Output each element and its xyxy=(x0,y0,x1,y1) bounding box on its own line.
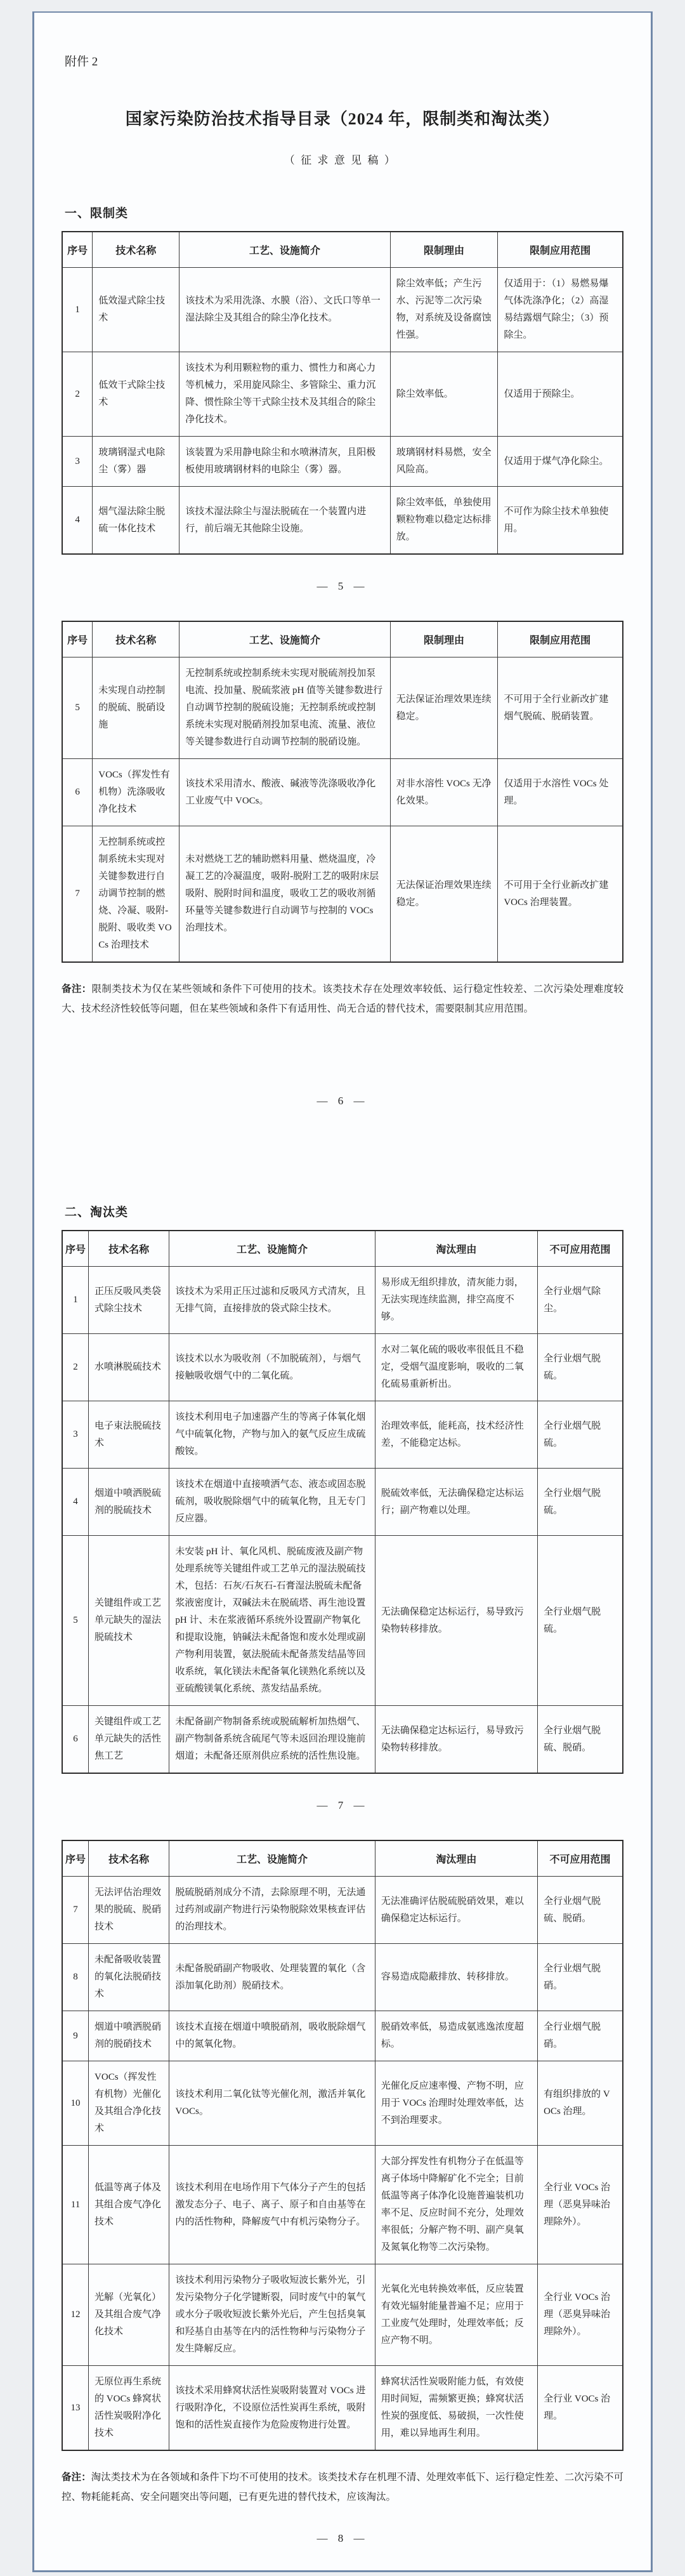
table-cell: 4 xyxy=(62,487,93,555)
table-cell: 关键组件或工艺单元缺失的湿法脱硫技术 xyxy=(89,1536,169,1706)
table-cell: 烟道中喷洒脱硝剂的脱硝技术 xyxy=(89,2011,169,2061)
restricted-table-page6 xyxy=(62,621,623,963)
table-cell: 3 xyxy=(62,1401,89,1469)
table-cell: 该技术采用清水、酸液、碱液等洗涤吸收净化工业废气中 VOCs。 xyxy=(179,759,390,826)
table-cell: 不可用于全行业新改扩建烟气脱硫、脱硝装置。 xyxy=(498,657,623,759)
table-cell: 该技术采用蜂窝状活性炭吸附装置对 VOCs 进行吸附净化，不设原位活性炭再生系统，吸附饱和的活性炭直接作为危险废物进行处置。 xyxy=(169,2366,375,2451)
column-header: 技术名称 xyxy=(93,621,179,657)
table-cell: 该技术以水为吸收剂（不加脱硫剂），与烟气接触吸收烟气中的二氧化硫。 xyxy=(169,1334,375,1401)
table-cell: 该技术为利用颗粒物的重力、惯性力和离心力等机械力，采用旋风除尘、多管除尘、重力沉降、惯性除尘等干式除尘技术及其组合的除尘净化技术。 xyxy=(179,352,390,437)
table-cell: 该技术在烟道中直接喷洒气态、液态或固态脱硫剂，吸收脱除烟气中的硫氧化物，且无专门反应器。 xyxy=(169,1469,375,1536)
table-cell: 不可用于全行业新改扩建 VOCs 治理装置。 xyxy=(498,826,623,963)
table-cell: 易形成无组织排放，清灰能力弱，无法实现连续监测，排空高度不够。 xyxy=(375,1267,537,1334)
table-cell: 全行业烟气脱硫、脱硝。 xyxy=(538,1877,623,1944)
table-cell: 该技术利用电子加速器产生的等离子体氧化烟气中硫氧化物，产物与加入的氨气反应生成硫酸铵。 xyxy=(169,1401,375,1469)
table-cell: 低温等离子体及其组合废气净化技术 xyxy=(89,2146,169,2264)
table-cell: 烟道中喷洒脱硫剂的脱硫技术 xyxy=(89,1469,169,1536)
page-number-6: — 6 — xyxy=(316,1095,369,1107)
table-row xyxy=(62,2011,623,2061)
restricted-table-page5 xyxy=(62,231,623,555)
table-cell: 4 xyxy=(62,1469,89,1536)
table-row xyxy=(62,657,623,759)
table-cell: 低效干式除尘技术 xyxy=(93,352,179,437)
column-header: 淘汰理由 xyxy=(375,1231,537,1267)
eliminated-table-page7 xyxy=(62,1230,623,1774)
table-cell: 未对燃烧工艺的辅助燃料用量、燃烧温度，冷凝工艺的冷凝温度，吸附-脱附工艺的吸附床层吸附、脱附时间和温度，吸收工艺的吸收剂循环量等关键参数进行自动调节与控制的 VOCs 治理技术。 xyxy=(179,826,390,963)
table-cell: 无法确保稳定达标运行，易导致污染物转移排放。 xyxy=(375,1536,537,1706)
table-row xyxy=(62,1877,623,1944)
table-cell: 脱硫效率低，无法确保稳定达标运行；副产物难以处理。 xyxy=(375,1469,537,1536)
table-cell: 水喷淋脱硫技术 xyxy=(89,1334,169,1401)
table-cell: 未配备脱硝副产物吸收、处理装置的氧化（含添加氧化助剂）脱硝技术。 xyxy=(169,1944,375,2011)
table-cell: 全行业烟气脱硝。 xyxy=(538,2011,623,2061)
column-header: 序号 xyxy=(62,232,93,268)
table-cell: 全行业 VOCs 治理（恶臭异味治理除外）。 xyxy=(538,2264,623,2366)
column-header: 不可应用范围 xyxy=(538,1231,623,1267)
page-number-5: — 5 — xyxy=(316,580,369,592)
table-cell: 电子束法脱硫技术 xyxy=(89,1401,169,1469)
table-cell: 全行业烟气脱硫、脱硝。 xyxy=(538,1706,623,1774)
page-number-7: — 7 — xyxy=(316,1799,369,1811)
table-cell: 蜂窝状活性炭吸附能力低，有效使用时间短，需频繁更换；蜂窝状活性炭的强度低、易破损，一次性使用，难以异地再生利用。 xyxy=(375,2366,537,2451)
table-cell: 全行业烟气除尘。 xyxy=(538,1267,623,1334)
table-cell: 无法准确评估脱硫脱硝效果，难以确保稳定达标运行。 xyxy=(375,1877,537,1944)
table-row xyxy=(62,268,623,352)
table-cell: 未安装 pH 计、氧化风机、脱硫废液及副产物处理系统等关键组件或工艺单元的湿法脱硫技术，包括：石灰/石灰石-石膏湿法脱硫未配备浆液密度计，双碱法未在脱硫塔、再生池设置 pH 计、未在浆液循环系统外设置副产物氧化和提取设施，钠碱法未配备饱和废水处理或副产物利用装置，氨法脱硫未配备蒸发结晶等回收系统，氧化镁法未配备氧化镁熟化系统以及亚硫酸镁氧化系统、蒸发结晶系统。 xyxy=(169,1536,375,1706)
table-cell: 无法保证治理效果连续稳定。 xyxy=(390,657,498,759)
column-header: 不可应用范围 xyxy=(538,1840,623,1877)
table-row xyxy=(62,487,623,555)
table-cell: 未配备副产物制备系统或脱硫解析加热烟气、副产物制备系统含硫尾气等未返回治理设施前烟道；未配备还原剂供应系统的活性焦设施。 xyxy=(169,1706,375,1774)
table-cell: 该装置为采用静电除尘和水喷淋清灰，且阳极板使用玻璃钢材料的电除尘（雾）器。 xyxy=(179,437,390,487)
table-cell: 仅适用于：（1）易燃易爆气体洗涤净化；（2）高湿易结露烟气除尘；（3）预除尘。 xyxy=(498,268,623,352)
table-cell: 未配备吸收装置的氧化法脱硝技术 xyxy=(89,1944,169,2011)
eliminated-note xyxy=(62,2467,623,2507)
table-cell: 全行业 VOCs 治理。 xyxy=(538,2366,623,2451)
column-header: 限制应用范围 xyxy=(498,232,623,268)
table-row xyxy=(62,1401,623,1469)
table-cell: 该技术为采用正压过滤和反吸风方式清灰，且无排气筒，直接排放的袋式除尘技术。 xyxy=(169,1267,375,1334)
column-header: 淘汰理由 xyxy=(375,1840,537,1877)
table-row xyxy=(62,759,623,826)
table-cell: 仅适用于预除尘。 xyxy=(498,352,623,437)
table-cell: 除尘效率低。 xyxy=(390,352,498,437)
table-header-row xyxy=(62,621,623,657)
table-cell: 6 xyxy=(62,1706,89,1774)
table-cell: 脱硫脱硝剂成分不清，去除原理不明，无法通过药剂或副产物进行污染物脱除效果核查评估的治理技术。 xyxy=(169,1877,375,1944)
table-cell: 仅适用于水溶性 VOCs 处理。 xyxy=(498,759,623,826)
table-cell: 仅适用于煤气净化除尘。 xyxy=(498,437,623,487)
table-cell: 该技术利用污染物分子吸收短波长紫外光，引发污染物分子化学键断裂，同时废气中的氧气或水分子吸收短波长紫外光后，产生包括臭氧和羟基自由基等在内的活性物种与污染物分子发生降解反应。 xyxy=(169,2264,375,2366)
table-row xyxy=(62,2366,623,2451)
document-page xyxy=(32,11,653,2572)
table-row xyxy=(62,1469,623,1536)
table-cell: 无法评估治理效果的脱硫、脱硝技术 xyxy=(89,1877,169,1944)
table-cell: 脱硝效率低，易造成氨逃逸浓度超标。 xyxy=(375,2011,537,2061)
table-row xyxy=(62,2146,623,2264)
table-cell: 5 xyxy=(62,657,93,759)
table-cell: 1 xyxy=(62,1267,89,1334)
table-row xyxy=(62,1267,623,1334)
table-cell: 7 xyxy=(62,826,93,963)
table-header-row xyxy=(62,232,623,268)
table-cell: 玻璃钢湿式电除尘（雾）器 xyxy=(93,437,179,487)
document-subtitle: （征求意见稿） xyxy=(284,154,401,166)
table-cell: 该技术直接在烟道中喷脱硝剂，吸收脱除烟气中的氮氧化物。 xyxy=(169,2011,375,2061)
table-cell: 1 xyxy=(62,268,93,352)
table-cell: 5 xyxy=(62,1536,89,1706)
column-header: 工艺、设施简介 xyxy=(169,1840,375,1877)
table-cell: 10 xyxy=(62,2061,89,2146)
table-cell: 除尘效率低，单独使用颗粒物难以稳定达标排放。 xyxy=(390,487,498,555)
table-cell: 全行业烟气脱硫。 xyxy=(538,1401,623,1469)
table-cell: 2 xyxy=(62,1334,89,1401)
section-heading-restricted: 一、限制类 xyxy=(65,207,129,220)
table-cell: 全行业烟气脱硫。 xyxy=(538,1334,623,1401)
column-header: 技术名称 xyxy=(89,1231,169,1267)
restricted-note-text: 限制类技术为仅在某些领域和条件下可使用的技术。该类技术存在处理效率较低、运行稳定性较差、二次污染处理难度较大、技术经济性较低等问题，但在某些领域和条件下有适用性、尚无合适的替代技术，需要限制其应用范围。 xyxy=(62,984,623,1014)
document-title: 国家污染防治技术指导目录（2024 年，限制类和淘汰类） xyxy=(125,110,560,128)
column-header: 工艺、设施简介 xyxy=(179,232,390,268)
table-cell: 9 xyxy=(62,2011,89,2061)
table-cell: 低效湿式除尘技术 xyxy=(93,268,179,352)
table-row xyxy=(62,1536,623,1706)
table-cell: 该技术利用在电场作用下气体分子产生的包括激发态分子、电子、离子、原子和自由基等在内的活性物种，降解废气中有机污染物分子。 xyxy=(169,2146,375,2264)
table-cell: 光氧化光电转换效率低，反应装置有效光辐射能量普遍不足；应用于工业废气处理时，处理效率低；反应产物不明。 xyxy=(375,2264,537,2366)
table-cell: 玻璃钢材料易燃，安全风险高。 xyxy=(390,437,498,487)
table-cell: 关键组件或工艺单元缺失的活性焦工艺 xyxy=(89,1706,169,1774)
table-cell: 烟气湿法除尘脱硫一体化技术 xyxy=(93,487,179,555)
table-row xyxy=(62,2061,623,2146)
table-cell: 未实现自动控制的脱硫、脱硝设施 xyxy=(93,657,179,759)
table-row xyxy=(62,2264,623,2366)
column-header: 限制理由 xyxy=(390,621,498,657)
table-row xyxy=(62,1334,623,1401)
table-cell: 正压反吸风类袋式除尘技术 xyxy=(89,1267,169,1334)
table-cell: 全行业烟气脱硝。 xyxy=(538,1944,623,2011)
table-cell: 光催化反应速率慢、产物不明，应用于 VOCs 治理时处理效率低，达不到治理要求。 xyxy=(375,2061,537,2146)
table-row xyxy=(62,352,623,437)
table-row xyxy=(62,1706,623,1774)
table-cell: 有组织排放的 VOCs 治理。 xyxy=(538,2061,623,2146)
table-cell: 该技术利用二氧化钛等光催化剂，激活并氧化 VOCs。 xyxy=(169,2061,375,2146)
column-header: 技术名称 xyxy=(93,232,179,268)
table-cell: 光解（光氧化）及其组合废气净化技术 xyxy=(89,2264,169,2366)
table-cell: 全行业 VOCs 治理（恶臭异味治理除外）。 xyxy=(538,2146,623,2264)
eliminated-note-label: 备注： xyxy=(62,2472,91,2483)
table-cell: 不可作为除尘技术单独使用。 xyxy=(498,487,623,555)
table-cell: 治理效率低，能耗高，技术经济性差，不能稳定达标。 xyxy=(375,1401,537,1469)
table-cell: 该技术湿法除尘与湿法脱硫在一个装置内进行，前后端无其他除尘设施。 xyxy=(179,487,390,555)
table-header-row xyxy=(62,1840,623,1877)
table-cell: 容易造成隐蔽排放、转移排放。 xyxy=(375,1944,537,2011)
column-header: 工艺、设施简介 xyxy=(179,621,390,657)
table-cell: 11 xyxy=(62,2146,89,2264)
table-cell: 无控制系统或控制系统未实现对关键参数进行自动调节控制的燃烧、冷凝、吸附-脱附、吸收类 VOCs 治理技术 xyxy=(93,826,179,963)
column-header: 技术名称 xyxy=(89,1840,169,1877)
table-header-row xyxy=(62,1231,623,1267)
section-heading-eliminated: 二、淘汰类 xyxy=(65,1206,129,1219)
table-cell: 对非水溶性 VOCs 无净化效果。 xyxy=(390,759,498,826)
table-cell: 无原位再生系统的 VOCs 蜂窝状活性炭吸附净化技术 xyxy=(89,2366,169,2451)
restricted-note-label: 备注： xyxy=(62,984,92,994)
eliminated-table-page8 xyxy=(62,1840,623,2451)
column-header: 限制理由 xyxy=(390,232,498,268)
column-header: 序号 xyxy=(62,1840,89,1877)
table-cell: 2 xyxy=(62,352,93,437)
table-cell: 无法保证治理效果连续稳定。 xyxy=(390,826,498,963)
table-row xyxy=(62,1944,623,2011)
page-number-8: — 8 — xyxy=(316,2532,369,2544)
table-cell: 全行业烟气脱硫。 xyxy=(538,1536,623,1706)
table-cell: 8 xyxy=(62,1944,89,2011)
eliminated-note-text: 淘汰类技术为在各领域和条件下均不可使用的技术。该类技术存在机理不清、处理效率低下、运行稳定性差、二次污染不可控、物耗能耗高、安全问题突出等问题，已有更先进的替代技术，应该淘汰。 xyxy=(62,2472,623,2502)
table-cell: VOCs（挥发性有机物）洗涤吸收净化技术 xyxy=(93,759,179,826)
table-cell: 大部分挥发性有机物分子在低温等离子体场中降解矿化不完全；目前低温等离子体净化设施普遍装机功率不足、反应时间不充分，处理效率很低；分解产物不明、副产臭氧及氮氧化物等二次污染物。 xyxy=(375,2146,537,2264)
table-cell: 3 xyxy=(62,437,93,487)
table-cell: VOCs（挥发性有机物）光催化及其组合净化技术 xyxy=(89,2061,169,2146)
table-cell: 7 xyxy=(62,1877,89,1944)
column-header: 序号 xyxy=(62,1231,89,1267)
table-cell: 该技术为采用洗涤、水膜（浴）、文氏口等单一湿法除尘及其组合的除尘净化技术。 xyxy=(179,268,390,352)
table-cell: 无法确保稳定达标运行，易导致污染物转移排放。 xyxy=(375,1706,537,1774)
table-row xyxy=(62,826,623,963)
table-cell: 无控制系统或控制系统未实现对脱硫剂投加泵电流、投加量、脱硫浆液 pH 值等关键参数进行自动调节控制的脱硫设施；无控制系统或控制系统未实现对脱硝剂投加泵电流、流量、液位等关键参数进行自动调节控制的脱硝设施。 xyxy=(179,657,390,759)
table-cell: 6 xyxy=(62,759,93,826)
attachment-label: 附件 2 xyxy=(65,55,98,69)
table-cell: 除尘效率低；产生污水、污泥等二次污染物，对系统及设备腐蚀性强。 xyxy=(390,268,498,352)
table-row xyxy=(62,437,623,487)
column-header: 限制应用范围 xyxy=(498,621,623,657)
table-cell: 全行业烟气脱硫。 xyxy=(538,1469,623,1536)
table-cell: 水对二氧化硫的吸收率很低且不稳定，受烟气温度影响，吸收的二氧化硫易重新析出。 xyxy=(375,1334,537,1401)
table-cell: 12 xyxy=(62,2264,89,2366)
table-cell: 13 xyxy=(62,2366,89,2451)
column-header: 工艺、设施简介 xyxy=(169,1231,375,1267)
restricted-note xyxy=(62,979,623,1019)
column-header: 序号 xyxy=(62,621,93,657)
